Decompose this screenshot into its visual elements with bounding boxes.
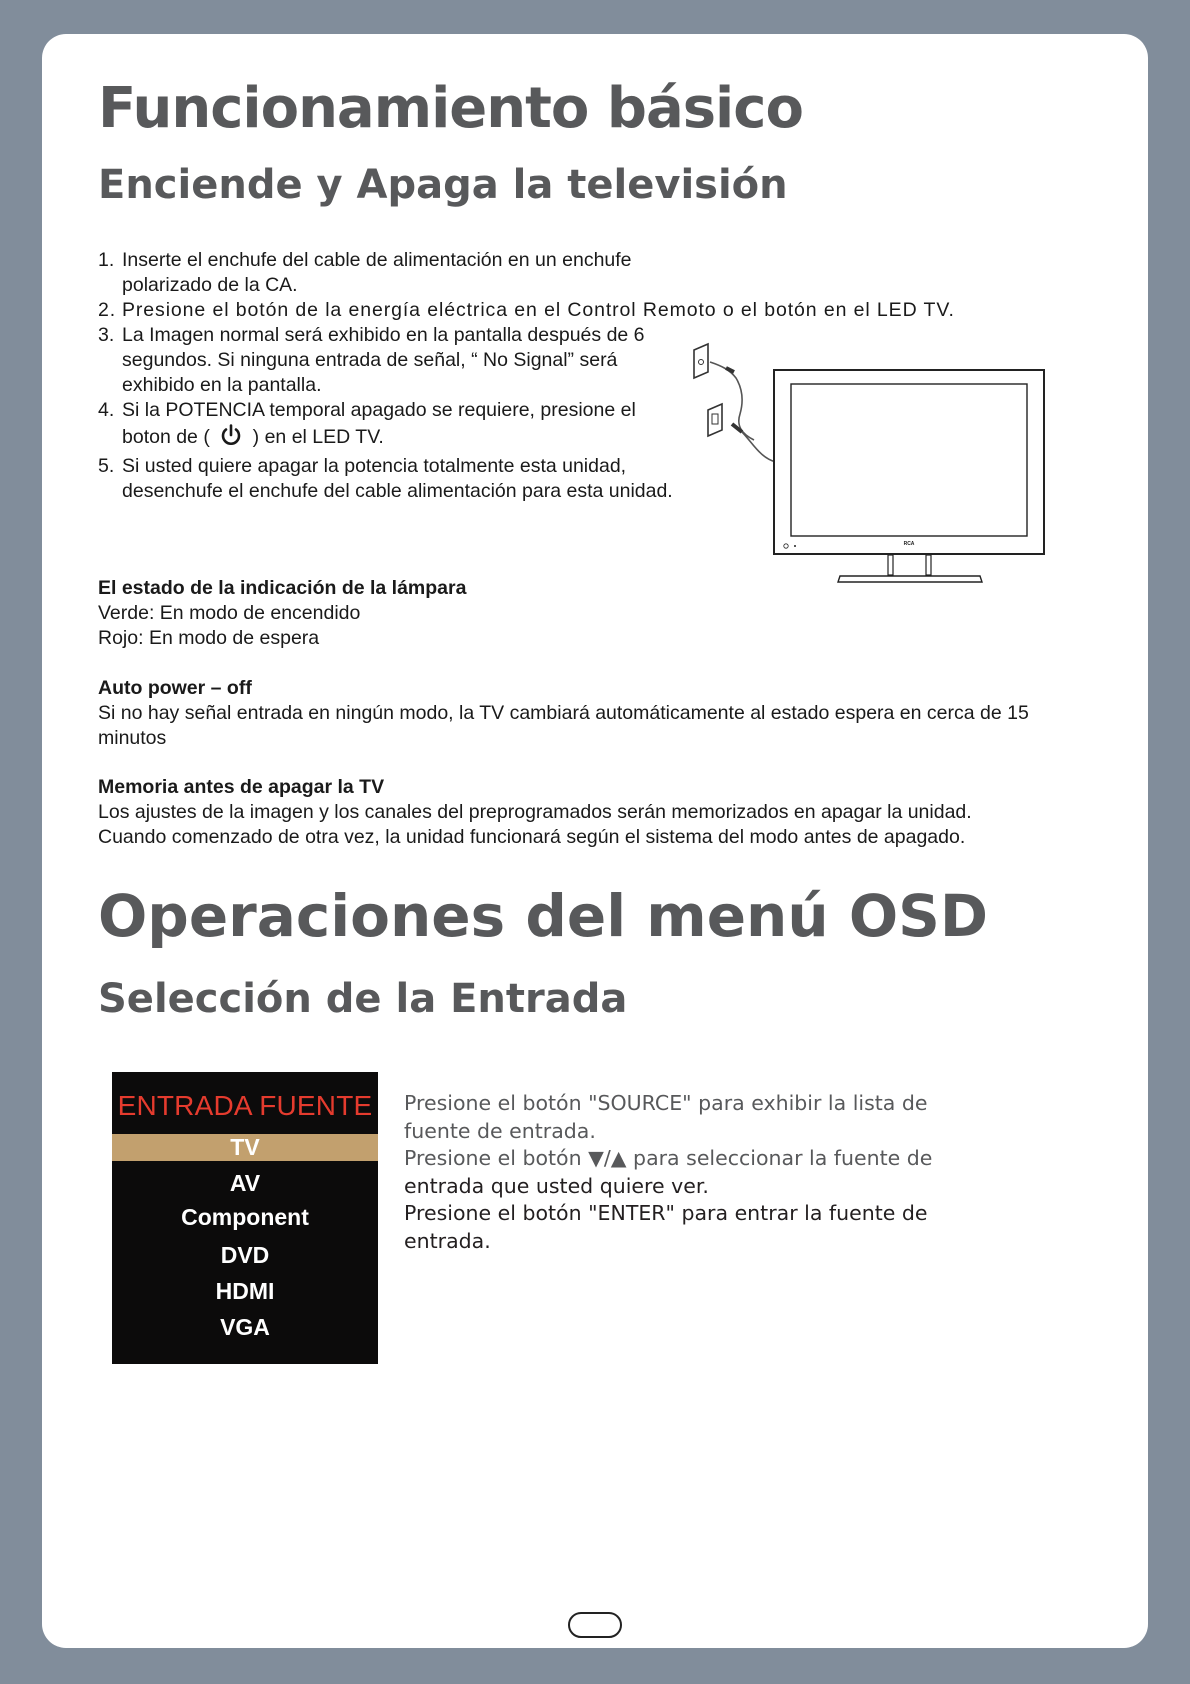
- osd-menu-item: Component: [181, 1204, 309, 1230]
- osd-menu-title: ENTRADA FUENTE: [117, 1090, 373, 1121]
- section-title-basic-operation: Funcionamiento básico: [98, 76, 803, 141]
- section-subtitle-input-selection: Selección de la Entrada: [98, 976, 628, 1022]
- osd-menu-item: VGA: [220, 1314, 270, 1340]
- section-title-osd-menu: Operaciones del menú OSD: [98, 882, 989, 950]
- wall-outlet-icon: [694, 344, 708, 378]
- step-4: 4. Si la POTENCIA temporal apagado se requiere, presione el boton de ( ) en el LED TV.: [98, 398, 1098, 454]
- power-icon: [219, 423, 243, 454]
- auto-power-off-section: Auto power – off Si no hay señal entrada en ningún modo, la TV cambiará automáticamente al estado espera en cerca de 15 minutos: [98, 677, 1029, 749]
- led-tv-icon: [774, 370, 1044, 582]
- osd-instructions: Presione el botón "SOURCE" para exhibir la lista de fuente de entrada. Presione el botón ▼/▲ para seleccionar la fuente de entrada que usted quiere ver. Presione el botón "ENTER" para entrar la fuente de entrada.: [404, 1091, 933, 1253]
- power-plug-icon: [708, 404, 722, 436]
- step-5: 5. Si usted quiere apagar la potencia totalmente esta unidad, desenchufe el enchufe del cable alimentación para esta unidad.: [98, 455, 673, 502]
- tv-brand-logo: RCA: [903, 541, 915, 547]
- osd-menu-item: HDMI: [215, 1278, 275, 1304]
- osd-menu-item: AV: [229, 1170, 261, 1196]
- osd-menu-selected-item: TV: [112, 1134, 378, 1161]
- section-subtitle-power: Enciende y Apaga la televisión: [98, 162, 788, 208]
- osd-source-menu: [112, 1072, 378, 1364]
- lamp-status-section: El estado de la indicación de la lámpara Verde: En modo de encendido Rojo: En modo de espera: [98, 577, 467, 649]
- tv-power-connection-illustration: [690, 330, 1110, 590]
- step-3: 3. La Imagen normal será exhibido en la pantalla después de 6 segundos. Si ninguna entrada de señal, “ No Signal” será exhibido en la pantalla.: [98, 324, 645, 396]
- step-2: 2. Presione el botón de la energía eléctrica en el Control Remoto o el botón en el LED TV.: [98, 299, 955, 321]
- osd-menu-item: DVD: [220, 1242, 270, 1268]
- manual-page: [42, 34, 1148, 1648]
- step-1: 1. Inserte el enchufe del cable de alimentación en un enchufe polarizado de la CA.: [98, 249, 632, 296]
- page-number-badge: [568, 1612, 622, 1638]
- memory-before-off-section: Memoria antes de apagar la TV Los ajustes de la imagen y los canales del preprogramados serán memorizados en apagar la unidad. Cuando comenzado de otra vez, la unidad funcionará según el sistema del modo antes de apagado.: [98, 776, 972, 848]
